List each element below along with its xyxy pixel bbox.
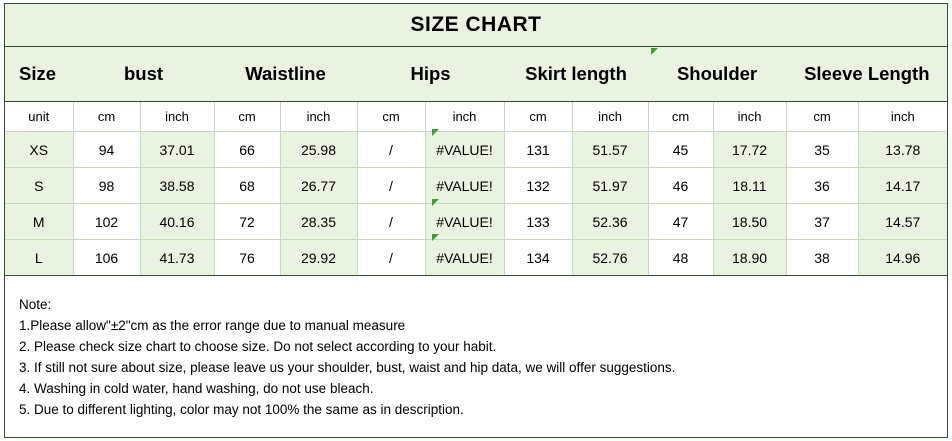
unit-cell-shoulder-inch: inch bbox=[713, 102, 786, 132]
cell-skirt-cm: 131 bbox=[504, 132, 572, 168]
column-header-waistline: Waistline bbox=[214, 47, 357, 102]
unit-cell-bust-cm: cm bbox=[73, 102, 140, 132]
table-row bbox=[5, 240, 947, 276]
cell-shoulder-inch: 18.90 bbox=[713, 240, 786, 276]
cell-hips-cm: / bbox=[357, 168, 425, 204]
unit-cell-waist-inch: inch bbox=[280, 102, 357, 132]
notes-section bbox=[5, 278, 947, 437]
cell-shoulder-inch: 18.11 bbox=[713, 168, 786, 204]
cell-sleeve-cm: 37 bbox=[786, 204, 858, 240]
cell-sleeve-inch: 14.96 bbox=[858, 240, 947, 276]
cell-waist-inch: 26.77 bbox=[280, 168, 357, 204]
cell-hips-inch: #VALUE! bbox=[425, 168, 504, 204]
cell-bust-inch: 40.16 bbox=[140, 204, 214, 240]
unit-cell-sleeve-inch: inch bbox=[858, 102, 947, 132]
unit-cell-sleeve-cm: cm bbox=[786, 102, 858, 132]
cell-skirt-inch: 51.97 bbox=[572, 168, 648, 204]
cell-shoulder-cm: 45 bbox=[648, 132, 713, 168]
cell-bust-inch: 37.01 bbox=[140, 132, 214, 168]
row-size-label: S bbox=[5, 168, 73, 204]
cell-sleeve-inch: 13.78 bbox=[858, 132, 947, 168]
unit-cell-waist-cm: cm bbox=[214, 102, 280, 132]
note-line-1: 1.Please allow"±2"cm as the error range due to manual measure bbox=[19, 318, 406, 333]
column-header-hips: Hips bbox=[357, 47, 504, 102]
column-header-bust: bust bbox=[73, 47, 214, 102]
note-line-4: 4. Washing in cold water, hand washing, do not use bleach. bbox=[19, 381, 374, 396]
cell-hips-inch: #VALUE! bbox=[425, 204, 504, 240]
cell-skirt-cm: 132 bbox=[504, 168, 572, 204]
column-header-skirt-length: Skirt length bbox=[504, 47, 648, 102]
cell-hips-cm: / bbox=[357, 132, 425, 168]
unit-cell-shoulder-cm: cm bbox=[648, 102, 713, 132]
row-size-label: XS bbox=[5, 132, 73, 168]
cell-shoulder-cm: 47 bbox=[648, 204, 713, 240]
cell-bust-inch: 41.73 bbox=[140, 240, 214, 276]
notes-heading: Note: bbox=[19, 297, 52, 312]
cell-skirt-cm: 134 bbox=[504, 240, 572, 276]
cell-waist-inch: 28.35 bbox=[280, 204, 357, 240]
row-size-label: L bbox=[5, 240, 73, 276]
cell-waist-cm: 66 bbox=[214, 132, 280, 168]
table-row bbox=[5, 132, 947, 168]
cell-shoulder-inch: 17.72 bbox=[713, 132, 786, 168]
table-unit-row bbox=[5, 102, 947, 132]
cell-sleeve-inch: 14.17 bbox=[858, 168, 947, 204]
column-header-size: Size bbox=[5, 47, 73, 102]
unit-cell-skirt-cm: cm bbox=[504, 102, 572, 132]
page-title: SIZE CHART bbox=[410, 13, 542, 36]
cell-bust-inch: 38.58 bbox=[140, 168, 214, 204]
unit-cell-label: unit bbox=[5, 102, 73, 132]
cell-waist-cm: 68 bbox=[214, 168, 280, 204]
comment-marker-icon bbox=[432, 234, 439, 241]
cell-hips-inch: #VALUE! bbox=[425, 240, 504, 276]
cell-hips-inch: #VALUE! bbox=[425, 132, 504, 168]
comment-marker-icon bbox=[432, 129, 439, 136]
cell-waist-cm: 76 bbox=[214, 240, 280, 276]
column-header-shoulder: Shoulder bbox=[648, 47, 786, 102]
size-chart-table bbox=[5, 47, 947, 276]
table-row bbox=[5, 204, 947, 240]
cell-sleeve-inch: 14.57 bbox=[858, 204, 947, 240]
cell-waist-cm: 72 bbox=[214, 204, 280, 240]
note-line-5: 5. Due to different lighting, color may not 100% the same as in description. bbox=[19, 402, 464, 417]
cell-hips-cm: / bbox=[357, 204, 425, 240]
unit-cell-bust-inch: inch bbox=[140, 102, 214, 132]
cell-bust-cm: 94 bbox=[73, 132, 140, 168]
cell-shoulder-cm: 46 bbox=[648, 168, 713, 204]
cell-waist-inch: 29.92 bbox=[280, 240, 357, 276]
column-header-sleeve-length: Sleeve Length bbox=[786, 47, 947, 102]
table-row bbox=[5, 168, 947, 204]
comment-marker-icon bbox=[651, 48, 658, 55]
cell-shoulder-inch: 18.50 bbox=[713, 204, 786, 240]
cell-skirt-inch: 51.57 bbox=[572, 132, 648, 168]
row-size-label: M bbox=[5, 204, 73, 240]
cell-shoulder-cm: 48 bbox=[648, 240, 713, 276]
cell-skirt-inch: 52.76 bbox=[572, 240, 648, 276]
cell-sleeve-cm: 35 bbox=[786, 132, 858, 168]
note-line-2: 2. Please check size chart to choose size. Do not select according to your habit. bbox=[19, 339, 497, 354]
cell-bust-cm: 98 bbox=[73, 168, 140, 204]
note-line-3: 3. If still not sure about size, please leave us your shoulder, bust, waist and hip data, we will offer suggestions. bbox=[19, 360, 676, 375]
cell-sleeve-cm: 38 bbox=[786, 240, 858, 276]
cell-bust-cm: 102 bbox=[73, 204, 140, 240]
cell-waist-inch: 25.98 bbox=[280, 132, 357, 168]
cell-bust-cm: 106 bbox=[73, 240, 140, 276]
table-header-row bbox=[5, 47, 947, 102]
unit-cell-hips-cm: cm bbox=[357, 102, 425, 132]
cell-sleeve-cm: 36 bbox=[786, 168, 858, 204]
unit-cell-hips-inch: inch bbox=[425, 102, 504, 132]
title-band bbox=[5, 4, 947, 47]
unit-cell-skirt-inch: inch bbox=[572, 102, 648, 132]
cell-skirt-cm: 133 bbox=[504, 204, 572, 240]
cell-hips-cm: / bbox=[357, 240, 425, 276]
comment-marker-icon bbox=[432, 199, 439, 206]
cell-skirt-inch: 52.36 bbox=[572, 204, 648, 240]
